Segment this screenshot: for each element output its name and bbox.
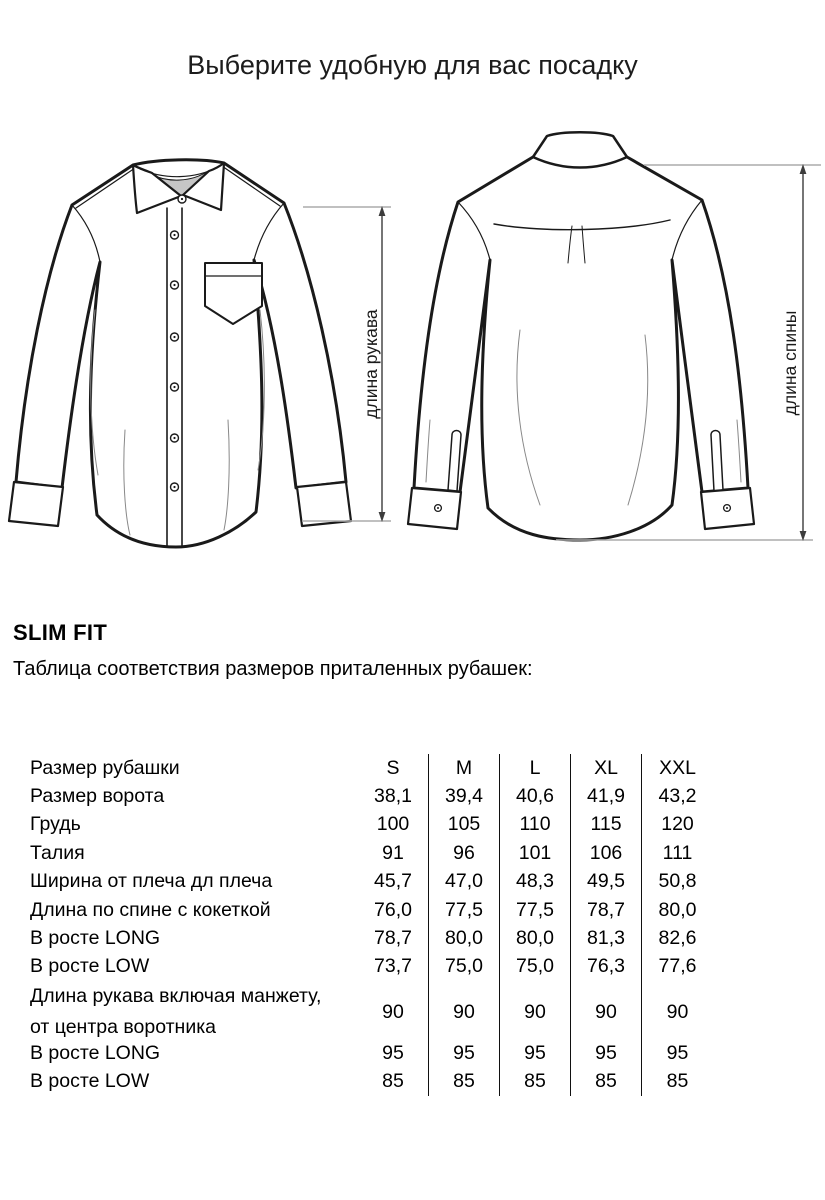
size-value: 95 bbox=[429, 1039, 500, 1067]
size-value: 77,6 bbox=[658, 955, 697, 978]
size-value: 85 bbox=[429, 1068, 500, 1096]
row-label-line1: Длина рукава включая манжету, bbox=[30, 985, 322, 1008]
row-label: В росте LONG bbox=[30, 1041, 161, 1064]
size-value: 78,7 bbox=[571, 896, 642, 924]
header-label: Размер рубашки bbox=[30, 756, 180, 779]
size-value: 82,6 bbox=[658, 927, 697, 950]
row-label-line2: от центра воротника bbox=[30, 1016, 217, 1039]
size-value: 85 bbox=[358, 1068, 429, 1096]
table-row bbox=[0, 782, 740, 810]
table-row bbox=[0, 811, 740, 839]
table-row bbox=[0, 896, 740, 924]
size-value: 76,0 bbox=[358, 896, 429, 924]
table-row bbox=[0, 924, 740, 952]
size-value: 75,0 bbox=[429, 953, 500, 981]
size-value: 115 bbox=[571, 811, 642, 839]
row-label: Талия bbox=[30, 841, 85, 864]
size-value: 101 bbox=[500, 839, 571, 867]
fit-heading: SLIM FIT bbox=[13, 620, 108, 645]
size-value: 49,5 bbox=[571, 868, 642, 896]
size-value: 40,6 bbox=[500, 782, 571, 810]
row-label: Ширина от плеча дл плеча bbox=[30, 870, 273, 893]
size-column-header: S bbox=[358, 754, 429, 782]
size-column-header: L bbox=[500, 754, 571, 782]
size-value: 80,0 bbox=[658, 898, 697, 921]
table-row bbox=[0, 981, 740, 1039]
table-row bbox=[0, 1039, 740, 1067]
size-column-header: M bbox=[429, 754, 500, 782]
size-value: 73,7 bbox=[358, 953, 429, 981]
table-row bbox=[0, 953, 740, 981]
row-label: Грудь bbox=[30, 813, 81, 836]
size-value: 47,0 bbox=[429, 868, 500, 896]
size-value: 76,3 bbox=[571, 953, 642, 981]
size-value: 85 bbox=[500, 1068, 571, 1096]
shirt-front-drawing bbox=[9, 160, 351, 547]
size-value: 41,9 bbox=[571, 782, 642, 810]
size-value: 90 bbox=[666, 1000, 689, 1023]
table-description: Таблица соответствия размеров приталенных рубашек: bbox=[13, 658, 533, 680]
size-column-header: XL bbox=[571, 754, 642, 782]
size-value: 39,4 bbox=[429, 782, 500, 810]
row-label: В росте LONG bbox=[30, 927, 161, 950]
size-value: 95 bbox=[666, 1041, 689, 1064]
size-value: 85 bbox=[666, 1070, 689, 1093]
row-label: Длина по спине с кокеткой bbox=[30, 898, 271, 921]
size-value: 43,2 bbox=[658, 785, 697, 808]
size-value: 78,7 bbox=[358, 924, 429, 952]
size-value: 111 bbox=[662, 841, 693, 864]
sleeve-length-label: длина рукава bbox=[361, 309, 381, 419]
table-row bbox=[0, 868, 740, 896]
shirt-diagrams bbox=[0, 120, 825, 580]
size-value: 110 bbox=[500, 811, 571, 839]
size-table bbox=[0, 754, 740, 1096]
row-label bbox=[0, 981, 358, 1043]
back-length-label: длина спины bbox=[780, 310, 800, 416]
row-label: Размер ворота bbox=[30, 785, 165, 808]
size-value: 91 bbox=[358, 839, 429, 867]
size-value: 50,8 bbox=[658, 870, 697, 893]
size-value: 120 bbox=[661, 813, 694, 836]
size-value: 105 bbox=[429, 811, 500, 839]
size-value: 80,0 bbox=[500, 924, 571, 952]
size-value: 77,5 bbox=[500, 896, 571, 924]
size-value: 95 bbox=[358, 1039, 429, 1067]
size-value: 75,0 bbox=[500, 953, 571, 981]
size-value: 38,1 bbox=[358, 782, 429, 810]
table-row bbox=[0, 1068, 740, 1096]
page-title: Выберите удобную для вас посадку bbox=[187, 50, 638, 80]
table-header-row bbox=[0, 754, 740, 782]
size-value: 90 bbox=[358, 981, 429, 1043]
size-value: 77,5 bbox=[429, 896, 500, 924]
size-value: 90 bbox=[429, 981, 500, 1043]
size-value: 106 bbox=[571, 839, 642, 867]
size-value: 90 bbox=[571, 981, 642, 1043]
table-row bbox=[0, 839, 740, 867]
row-label: В росте LOW bbox=[30, 955, 150, 978]
size-value: 95 bbox=[571, 1039, 642, 1067]
size-value: 80,0 bbox=[429, 924, 500, 952]
size-value: 85 bbox=[571, 1068, 642, 1096]
size-value: 81,3 bbox=[571, 924, 642, 952]
size-value: 45,7 bbox=[358, 868, 429, 896]
size-value: 48,3 bbox=[500, 868, 571, 896]
shirt-back-drawing bbox=[408, 132, 754, 540]
size-value: 96 bbox=[429, 839, 500, 867]
size-column-header: XXL bbox=[659, 756, 696, 779]
size-value: 90 bbox=[500, 981, 571, 1043]
row-label: В росте LOW bbox=[30, 1070, 150, 1093]
size-value: 100 bbox=[358, 811, 429, 839]
size-value: 95 bbox=[500, 1039, 571, 1067]
